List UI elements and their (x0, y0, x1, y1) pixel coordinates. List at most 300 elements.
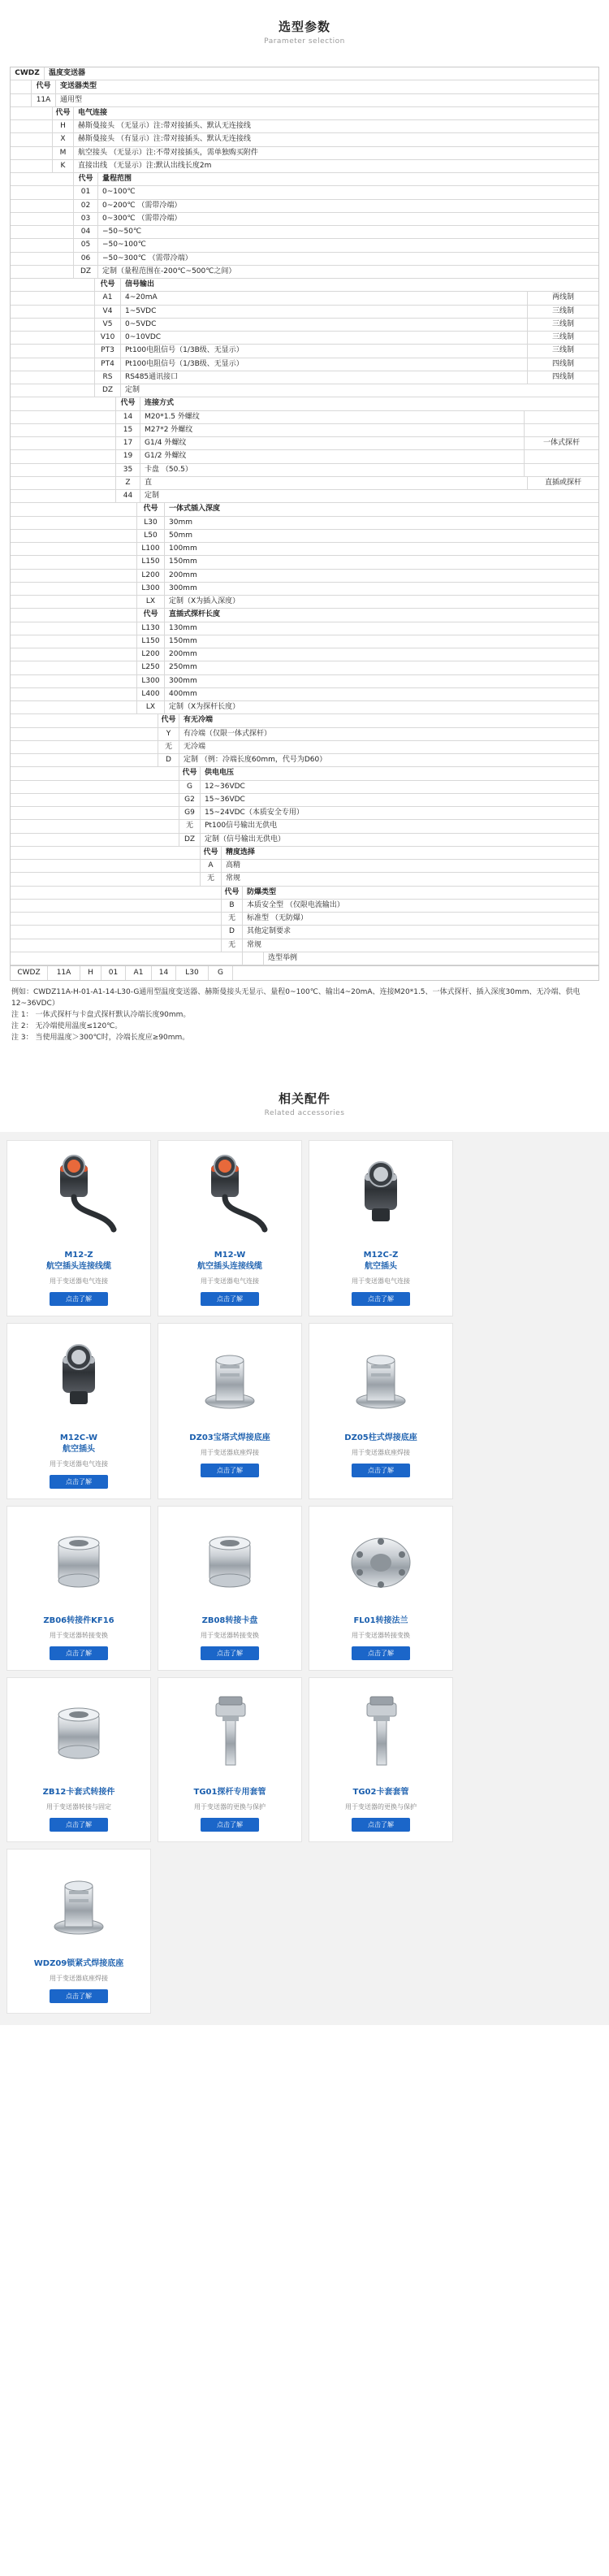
selection-code: G9 (179, 807, 201, 819)
selection-row (11, 226, 598, 239)
selection-desc: 定制（信号输出无供电） (205, 835, 286, 843)
selection-row (11, 319, 598, 332)
selection-row (11, 437, 598, 450)
selection-row (11, 67, 598, 80)
selection-row (11, 741, 598, 754)
selection-desc: 高精 (226, 861, 241, 870)
selection-row (11, 622, 598, 635)
accessory-description: 用于变送器电气连接 (352, 1277, 410, 1285)
selection-desc: 定制（X为探杆长度） (169, 703, 240, 711)
selection-row (11, 371, 598, 384)
selection-row (11, 570, 598, 583)
selection-code: V4 (95, 306, 121, 318)
selection-row (11, 701, 598, 714)
selection-desc: 定制 (145, 492, 160, 500)
accessories-section (0, 1072, 609, 2025)
accessory-name (12, 1433, 145, 1455)
indent-spacer (11, 661, 137, 674)
accessory-card[interactable] (6, 1849, 151, 2014)
selection-group-label (524, 411, 598, 423)
selection-row (11, 728, 598, 741)
accessory-learn-more-button[interactable]: 点击了解 (50, 1646, 108, 1660)
selection-desc: 0~10VDC (125, 333, 162, 341)
accessory-card[interactable] (309, 1140, 453, 1316)
indent-spacer (11, 728, 158, 740)
indent-spacer (11, 570, 137, 582)
selection-desc: −50~300℃ （需带冷端） (102, 254, 192, 262)
selection-row (11, 887, 598, 900)
accessory-name-line1: ZB08转接卡盘 (201, 1615, 258, 1625)
indent-spacer (11, 834, 179, 846)
tg01-probe-sleeve-image (163, 1686, 296, 1782)
selection-code: 03 (74, 213, 98, 225)
selection-row (11, 133, 598, 146)
selection-code: 代号 (222, 887, 243, 899)
accessory-learn-more-button[interactable]: 点击了解 (50, 1292, 108, 1306)
accessory-name-line1: FL01转接法兰 (353, 1615, 408, 1625)
indent-spacer (11, 847, 201, 859)
selection-code: 代号 (137, 503, 165, 515)
indent-spacer (11, 900, 222, 912)
selection-code: 05 (74, 239, 98, 251)
selection-row (11, 80, 598, 93)
selection-desc: 200mm (169, 570, 197, 579)
selection-row (11, 384, 598, 397)
accessory-name-line1: TG02卡套套管 (352, 1787, 409, 1797)
selection-desc: 本质安全型 （仅限电流输出） (247, 900, 344, 909)
selection-code: A (201, 860, 222, 872)
indent-spacer (11, 873, 201, 885)
selection-code: 代号 (201, 847, 222, 859)
accessory-card[interactable] (158, 1677, 302, 1842)
indent-spacer (11, 556, 137, 568)
selection-code: L100 (137, 543, 165, 555)
accessory-name (12, 1958, 145, 1970)
selection-desc: 50mm (169, 531, 192, 540)
indent-spacer (11, 226, 74, 238)
accessory-name-line1: WDZ09锁紧式焊接底座 (33, 1958, 124, 1968)
note-line: 例如：CWDZ11A-H-01-A1-14-L30-G通用型温度变送器、赫斯曼接头无显示、量程0~100℃、输出4~20mA、连接M20*1.5、一体式探杆、插入深度30mm、无冷端、供电12~36VDC） (11, 988, 581, 1008)
indent-spacer (11, 767, 179, 779)
selection-code: 无 (201, 873, 222, 885)
selection-note: 两线制 (527, 292, 598, 304)
indent-spacer (11, 913, 222, 925)
indent-spacer (11, 450, 116, 462)
selection-code: L50 (137, 530, 165, 542)
selection-row (11, 807, 598, 820)
indent-spacer (11, 688, 137, 700)
dz05-weld-base-image (314, 1332, 447, 1428)
selection-row (11, 873, 598, 886)
selection-code: DZ (95, 384, 121, 397)
selection-code: DZ (179, 834, 201, 846)
selection-code (243, 952, 264, 965)
selection-code: 04 (74, 226, 98, 238)
indent-spacer (11, 332, 95, 344)
selection-row (11, 714, 598, 727)
selection-code: H (53, 120, 74, 132)
accessory-description: 用于变送器底座焊接 (352, 1448, 410, 1456)
summary-cell: CWDZ (11, 966, 48, 980)
note-line: 注 2： 无冷端使用温度≤120℃。 (11, 1022, 123, 1031)
accessory-description: 用于变送器电气连接 (201, 1277, 259, 1285)
accessory-name (12, 1615, 145, 1627)
selection-code: V10 (95, 332, 121, 344)
selection-row (11, 609, 598, 622)
selection-row (11, 517, 598, 530)
indent-spacer (11, 319, 95, 331)
m12z-connector-cable-image (12, 1149, 145, 1245)
selection-desc: 定制 (125, 386, 140, 394)
selection-note: 三线制 (527, 332, 598, 344)
selection-code: Z (116, 477, 140, 489)
indent-spacer (11, 120, 53, 132)
selection-desc: 连接方式 (145, 399, 175, 408)
selection-note: 三线制 (527, 306, 598, 318)
selection-desc: 250mm (169, 663, 197, 672)
selection-row (11, 239, 598, 252)
accessory-learn-more-button[interactable]: 点击了解 (201, 1646, 259, 1660)
selection-code: LX (137, 701, 165, 713)
indent-spacer (11, 741, 158, 753)
indent-spacer (11, 583, 137, 595)
selection-desc: 信号输出 (125, 280, 155, 288)
selection-code: 代号 (116, 397, 140, 410)
indent-spacer (11, 543, 137, 555)
summary-cell: 11A (48, 966, 80, 980)
indent-spacer (11, 781, 179, 793)
accessory-name-line1: TG01探杆专用套管 (193, 1787, 266, 1797)
accessories-grid (0, 1132, 609, 2025)
indent-spacer (11, 173, 74, 185)
selection-desc: 130mm (169, 623, 197, 632)
selection-code: 15 (116, 424, 140, 436)
accessory-card[interactable] (6, 1677, 151, 1842)
accessory-learn-more-button[interactable]: 点击了解 (352, 1292, 410, 1306)
selection-code: G (179, 781, 201, 793)
selection-row (11, 345, 598, 358)
selection-group-label (524, 424, 598, 436)
selection-row (11, 820, 598, 833)
accessory-card[interactable] (6, 1323, 151, 1499)
summary-cell: G (209, 966, 233, 980)
selection-desc: 100mm (169, 544, 197, 553)
accessory-learn-more-button[interactable]: 点击了解 (352, 1464, 410, 1477)
selection-desc: Pt100信号输出无供电 (205, 822, 278, 830)
indent-spacer (11, 648, 137, 661)
selection-desc: 300mm (169, 676, 197, 685)
accessory-learn-more-button[interactable]: 点击了解 (50, 1989, 108, 2003)
accessory-description: 用于变送器底座焊接 (201, 1448, 259, 1456)
selection-desc: 0~100℃ (102, 188, 136, 197)
accessory-name (12, 1787, 145, 1798)
selection-desc: 电气连接 (78, 108, 108, 117)
indent-spacer (11, 266, 74, 278)
selection-code: DZ (74, 266, 98, 278)
selection-row (11, 583, 598, 596)
selection-row (11, 648, 598, 661)
selection-code: 代号 (95, 279, 121, 291)
accessory-name-line2: 航空插头 (365, 1261, 397, 1271)
selection-desc: 4~20mA (125, 293, 158, 302)
indent-spacer (11, 477, 116, 489)
accessory-description: 用于变送器电气连接 (50, 1277, 108, 1285)
wdz09-lock-weld-base-image (12, 1858, 145, 1954)
selection-note: 三线制 (527, 345, 598, 357)
selection-row (11, 477, 598, 490)
accessory-card[interactable] (158, 1140, 302, 1316)
accessory-name-line1: M12-Z (64, 1250, 93, 1260)
selection-code: L200 (137, 570, 165, 582)
indent-spacer (11, 675, 137, 687)
selection-table (10, 67, 599, 981)
summary-cell: H (80, 966, 102, 980)
accessory-card[interactable] (158, 1323, 302, 1499)
selection-group-label (524, 450, 598, 462)
selection-code: 35 (116, 464, 140, 476)
selection-code: A1 (95, 292, 121, 304)
accessory-name-line1: M12C-Z (363, 1250, 399, 1260)
accessory-card[interactable] (6, 1140, 151, 1316)
selection-notes (11, 987, 598, 1044)
selection-row (11, 635, 598, 648)
selection-desc: 150mm (169, 636, 197, 645)
selection-desc: G1/2 外螺纹 (145, 452, 187, 461)
accessory-name (163, 1433, 296, 1444)
selection-desc: 定制 （例：冷端长度60mm，代号为D60） (184, 756, 327, 764)
accessory-learn-more-button[interactable]: 点击了解 (50, 1818, 108, 1832)
selection-row (11, 120, 598, 133)
selection-desc: 直接出线 （无显示）注:默认出线长度2m (78, 161, 212, 170)
selection-desc: 通用型 (60, 95, 83, 104)
selection-code: 代号 (137, 609, 165, 621)
selection-desc: 15~36VDC (205, 795, 245, 804)
indent-spacer (11, 292, 95, 304)
selection-code: 代号 (74, 173, 98, 185)
selection-row (11, 490, 598, 503)
accessory-card[interactable] (6, 1506, 151, 1671)
indent-spacer (11, 424, 116, 436)
indent-spacer (11, 411, 116, 423)
note-line: 注 1： 一体式探杆与卡盘式探杆默认冷端长度90mm。 (11, 1011, 191, 1020)
summary-cell-filler (233, 966, 598, 980)
selection-row (11, 834, 598, 847)
selection-row (11, 503, 598, 516)
accessory-name-line2: 航空插头连接线缆 (46, 1261, 111, 1271)
selection-desc: 温度变送器 (49, 69, 86, 77)
summary-cell: A1 (126, 966, 152, 980)
accessory-learn-more-button[interactable]: 点击了解 (50, 1475, 108, 1489)
selection-code: 06 (74, 253, 98, 265)
selection-desc: Pt100电阻信号（1/3B级、无显示） (125, 346, 244, 355)
selection-note: 直插或探杆 (527, 477, 598, 489)
indent-spacer (11, 860, 201, 872)
zb08-adapter-chuck-image (163, 1515, 296, 1611)
indent-spacer (11, 200, 74, 212)
selection-row (11, 767, 598, 780)
accessory-name (314, 1615, 447, 1627)
selection-code: 14 (116, 411, 140, 423)
selection-row (11, 952, 598, 965)
indent-spacer (11, 437, 116, 449)
selection-desc: 150mm (169, 557, 197, 566)
selection-desc: 其他定制要求 (247, 927, 292, 936)
selection-group-label: 一体式探杆 (524, 437, 598, 449)
indent-spacer (11, 754, 158, 766)
accessory-description: 用于变送器的更换与保护 (345, 1802, 417, 1811)
accessories-title-cn: 相关配件 (278, 1091, 330, 1106)
selection-code: 01 (74, 186, 98, 198)
indent-spacer (11, 345, 95, 357)
selection-desc: 赫斯曼接头 （无显示）注:带对接插头、默认无连接线 (78, 122, 251, 130)
indent-spacer (11, 147, 53, 159)
accessory-name-line1: DZ03宝塔式焊接底座 (189, 1433, 270, 1442)
zb12-ferrule-adapter-image (12, 1686, 145, 1782)
indent-spacer (11, 279, 95, 291)
selection-desc: 无冷端 (184, 742, 206, 751)
selection-desc: 一体式插入深度 (169, 505, 221, 514)
dz03-weld-base-image (163, 1332, 296, 1428)
selection-code: 17 (116, 437, 140, 449)
selection-desc: RS485通讯接口 (125, 372, 179, 381)
indent-spacer (11, 714, 158, 726)
accessory-description: 用于变送器转接变换 (50, 1631, 108, 1639)
selection-desc: 15~24VDC（本质安全专用） (205, 809, 304, 817)
selection-row (11, 900, 598, 913)
selection-code: 44 (116, 490, 140, 502)
indent-spacer (11, 384, 95, 397)
indent-spacer (11, 517, 137, 529)
indent-spacer (11, 160, 53, 172)
selection-title-en: Parameter selection (264, 37, 345, 46)
selection-code: PT4 (95, 358, 121, 371)
selection-row (11, 306, 598, 319)
tg02-ferrule-sleeve-image (314, 1686, 447, 1782)
selection-desc: Pt100电阻信号（1/3B级、无显示） (125, 359, 244, 368)
indent-spacer (11, 371, 95, 384)
accessory-name-line2: 航空插头连接线缆 (197, 1261, 262, 1271)
selection-note: 四线制 (527, 371, 598, 384)
selection-code: L250 (137, 661, 165, 674)
note-line: 注 3： 当使用温度＞300℃时，冷端长度应≥90mm。 (11, 1034, 190, 1042)
selection-row (11, 926, 598, 939)
zb06-adapter-image (12, 1515, 145, 1611)
selection-desc: 直插式探杆长度 (169, 610, 221, 619)
selection-code: L200 (137, 648, 165, 661)
selection-code: LX (137, 596, 165, 608)
indent-spacer (11, 701, 137, 713)
selection-row (11, 450, 598, 463)
accessory-description: 用于变送器电气连接 (50, 1459, 108, 1468)
selection-code: G2 (179, 794, 201, 806)
selection-row (11, 397, 598, 410)
selection-code: 代号 (53, 107, 74, 119)
selection-code: X (53, 133, 74, 145)
selection-desc: 200mm (169, 650, 197, 658)
indent-spacer (11, 596, 137, 608)
selection-row (11, 147, 598, 160)
accessory-card[interactable] (309, 1677, 453, 1842)
selection-desc: 300mm (169, 583, 197, 592)
selection-desc: 常规 (226, 874, 241, 883)
accessory-description: 用于变送器底座焊接 (50, 1974, 108, 1982)
accessory-description: 用于变送器转接变换 (352, 1631, 410, 1639)
selection-desc: 12~36VDC (205, 782, 245, 791)
selection-row (11, 200, 598, 213)
selection-row (11, 847, 598, 860)
selection-desc: 有冷端（仅限一体式探杆） (184, 729, 272, 738)
selection-row (11, 186, 598, 199)
indent-spacer (11, 887, 222, 899)
selection-desc: −50~50℃ (102, 228, 142, 236)
selection-row (11, 107, 598, 120)
summary-cell: 01 (102, 966, 126, 980)
accessory-name (314, 1433, 447, 1444)
selection-desc: 400mm (169, 689, 197, 698)
selection-code: 代号 (32, 80, 56, 93)
indent-spacer (11, 107, 53, 119)
selection-code: 11A (32, 94, 56, 106)
indent-spacer (11, 80, 32, 93)
selection-desc: 常规 (247, 940, 262, 949)
selection-row (11, 661, 598, 674)
selection-desc: 标准型 （无防爆） (247, 914, 308, 922)
summary-cell: L30 (176, 966, 209, 980)
selection-code: L300 (137, 583, 165, 595)
selection-code: 无 (222, 939, 243, 952)
indent-spacer (11, 306, 95, 318)
accessory-learn-more-button[interactable]: 点击了解 (201, 1818, 259, 1832)
selection-row (11, 292, 598, 305)
indent-spacer (11, 939, 222, 952)
accessory-learn-more-button[interactable]: 点击了解 (352, 1818, 410, 1832)
fl01-flange-image (314, 1515, 447, 1611)
selection-desc: 航空接头 （无显示）注:不带对接插头，需单独购买附件 (78, 148, 258, 157)
indent-spacer (11, 397, 116, 410)
accessory-card[interactable] (309, 1506, 453, 1671)
selection-code: CWDZ (11, 67, 45, 80)
selection-desc: M27*2 外螺纹 (145, 425, 193, 434)
selection-desc: 赫斯曼接头 （有显示）注:带对接插头、默认无连接线 (78, 135, 251, 144)
selection-desc: 0~200℃ （需带冷端） (102, 201, 182, 210)
selection-row (11, 358, 598, 371)
selection-code: L400 (137, 688, 165, 700)
accessory-learn-more-button[interactable]: 点击了解 (201, 1464, 259, 1477)
selection-code: K (53, 160, 74, 172)
selection-row (11, 332, 598, 345)
accessory-learn-more-button[interactable]: 点击了解 (352, 1646, 410, 1660)
selection-desc: 有无冷端 (184, 716, 214, 725)
accessory-card[interactable] (309, 1323, 453, 1499)
selection-code: 代号 (158, 714, 179, 726)
accessory-name-line1: ZB12卡套式转接件 (42, 1787, 115, 1797)
indent-spacer (11, 503, 137, 515)
accessory-name-line1: DZ05柱式焊接底座 (344, 1433, 417, 1442)
selection-desc: M20*1.5 外螺纹 (145, 412, 200, 421)
accessory-card[interactable] (158, 1506, 302, 1671)
indent-spacer (11, 926, 222, 938)
selection-code: L150 (137, 635, 165, 648)
selection-desc: 0~300℃ （需带冷端） (102, 214, 182, 223)
selection-desc: 卡盘 （50.5） (145, 465, 192, 474)
accessory-description: 用于变送器转接与固定 (46, 1802, 111, 1811)
selection-code: L30 (137, 517, 165, 529)
accessory-name (314, 1787, 447, 1798)
selection-row (11, 213, 598, 226)
accessory-learn-more-button[interactable]: 点击了解 (201, 1292, 259, 1306)
selection-code: 无 (158, 741, 179, 753)
indent-spacer (11, 820, 179, 832)
